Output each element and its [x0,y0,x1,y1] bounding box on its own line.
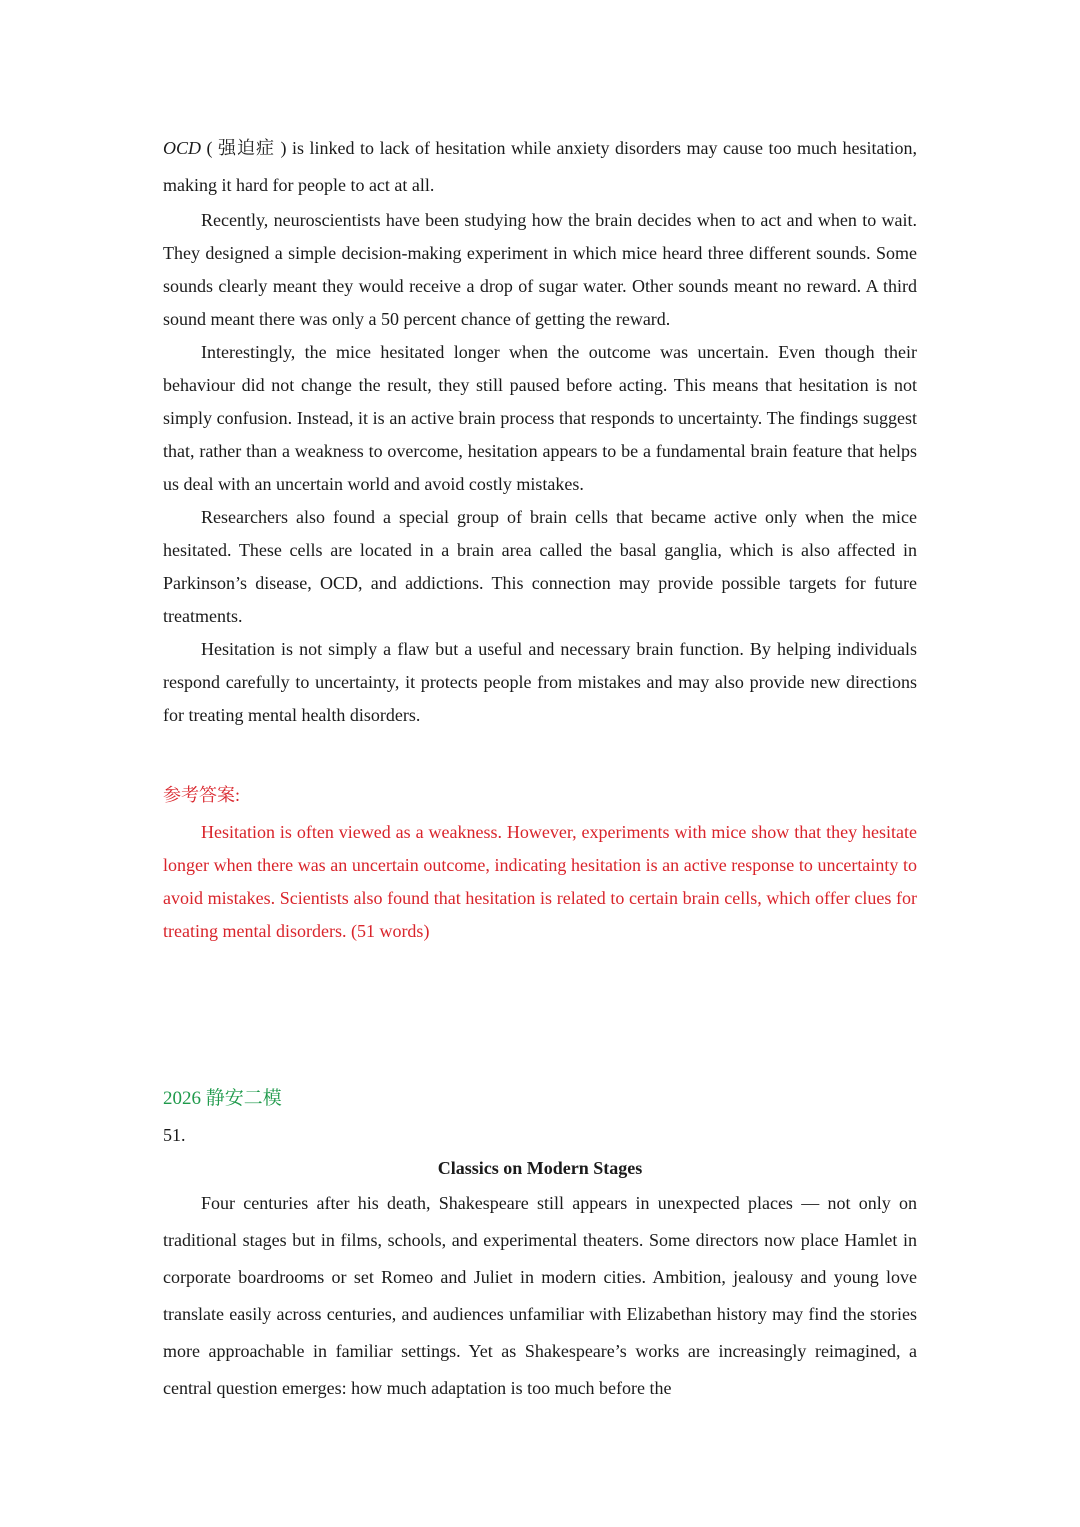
passage-paragraph-0 [163,130,917,204]
document-page [163,130,917,1407]
ocd-term: OCD [163,138,202,158]
passage-paragraph-2: Interestingly, the mice hesitated longer when the outcome was uncertain. Even though their behaviour did not change the result, they still paused before acting. This means that hesitation is not simply confusion. Instead, it is an active brain process that responds to uncertainty. The findings suggest that, rather than a weakness to overcome, hesitation appears to be a fundamental brain feature that helps us deal with an uncertain world and avoid costly mistakes. [163,342,917,494]
passage-paragraph-4: Hesitation is not simply a flaw but a useful and necessary brain function. By helping individuals respond carefully to uncertainty, it protects people from mistakes and may also provide new directions for treating mental health disorders. [163,639,917,725]
passage-paragraph-3: Researchers also found a special group of brain cells that became active only when the mice hesitated. These cells are located in a brain area called the basal ganglia, which is also affected in Parkinson’s disease, OCD, and addictions. This connection may provide possible targets for future treatments. [163,507,917,626]
question-number: 51. [163,1125,186,1145]
exam-source-tag: 2026 静安二模 [163,1088,282,1109]
answer-label: 参考答案: [163,785,241,805]
passage-paragraph-1: Recently, neuroscientists have been studying how the brain decides when to act and when to wait. They designed a simple decision-making experiment in which mice heard three different sounds. Some sounds clearly meant they would receive a drop of sugar water. Other sounds meant no reward. A third sound meant there was only a 50 percent chance of getting the reward. [163,210,917,329]
article-title: Classics on Modern Stages [437,1158,643,1178]
passage-paragraph-0-text: ( 强迫症 ) is linked to lack of hesitation while anxiety disorders may cause too much hesitation, making it hard for people to act at all. [163,138,917,195]
answer-text: Hesitation is often viewed as a weakness. However, experiments with mice show that they hesitate longer when there was an uncertain outcome, indicating hesitation is an active response to uncertainty to avoid mistakes. Scientists also found that hesitation is related to certain brain cells, which offer clues for treating mental disorders. (51 words) [163,822,917,941]
article-paragraph-1: Four centuries after his death, Shakespeare still appears in unexpected places — not only on traditional stages but in films, schools, and experimental theaters. Some directors now place Hamlet in corporate boardrooms or set Romeo and Juliet in modern cities. Ambition, jealousy and young love translate easily across centuries, and audiences unfamiliar with Elizabethan history may find the stories more approachable in familiar settings. Yet as Shakespeare’s works are increasingly reimagined, a central question emerges: how much adaptation is too much before the [163,1193,917,1398]
